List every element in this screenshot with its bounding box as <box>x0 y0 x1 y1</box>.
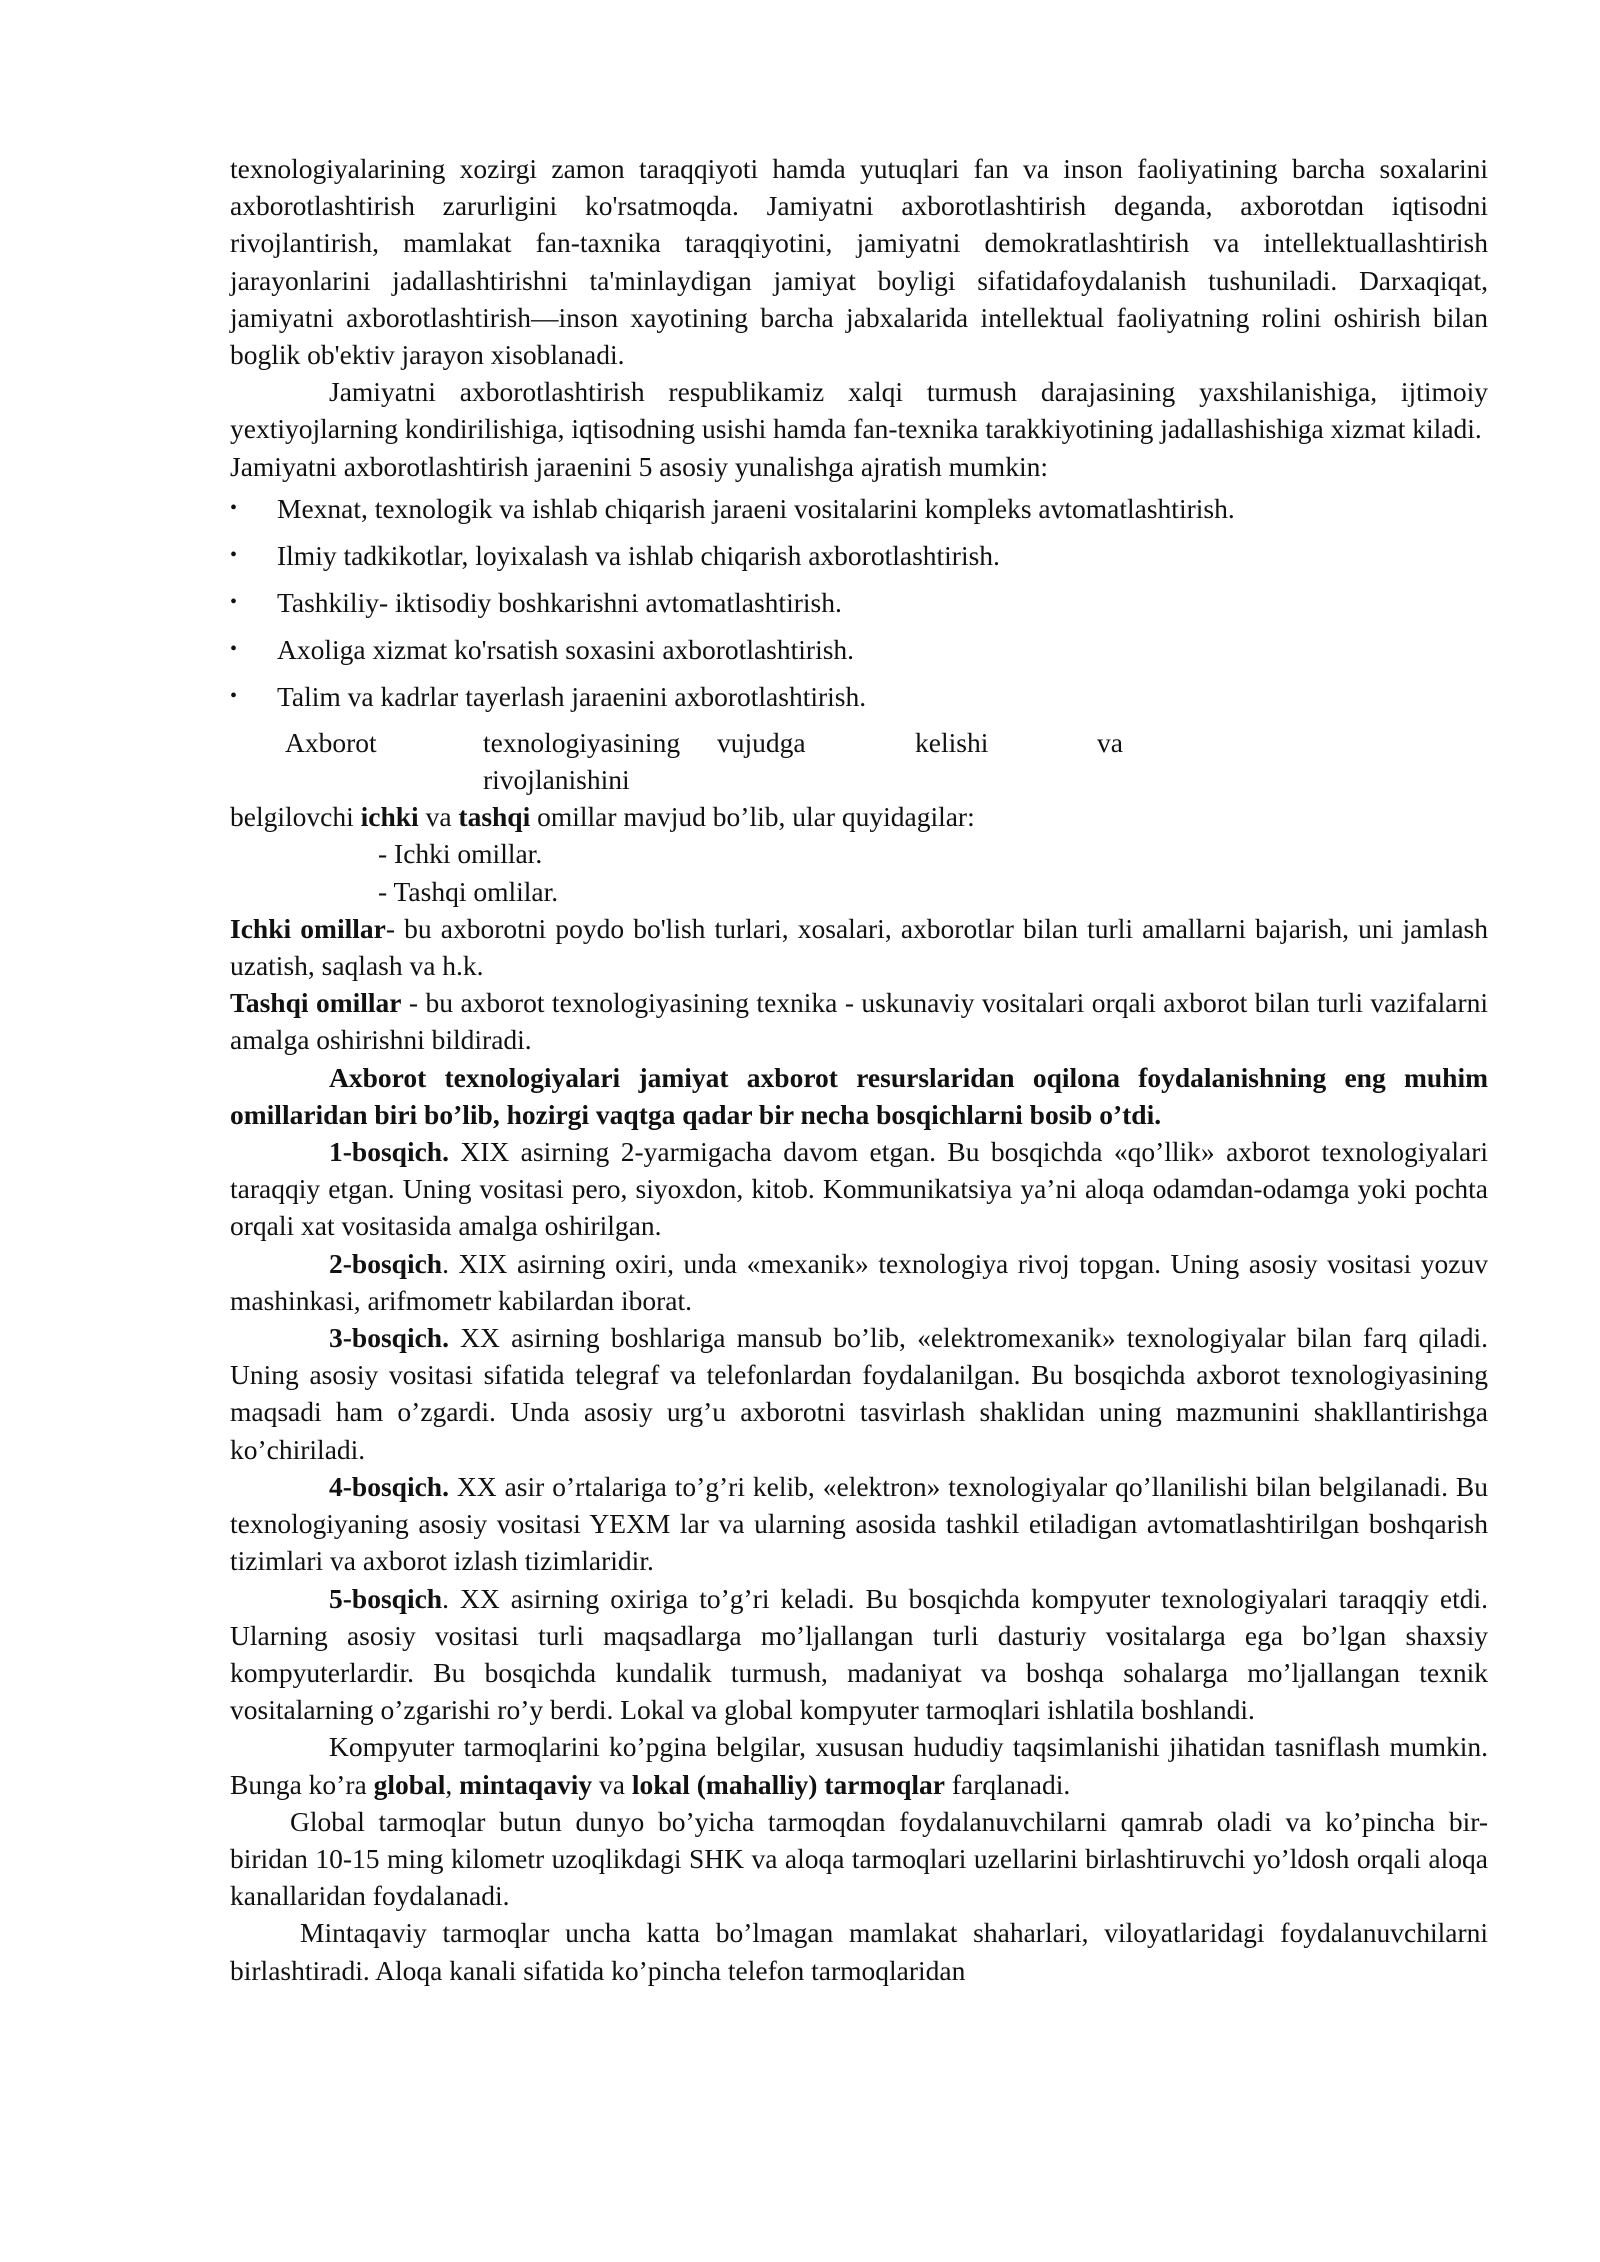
factor-item: - Ichki omillar. <box>378 838 543 870</box>
list-item: • Talim va kadrlar tayerlash jaraenini axborotlashtirish. <box>230 673 1488 720</box>
stage-paragraph: 1-bosqich. XIX asirning 2-yarmigacha davom etgan. Bu bosqichda «qo’llik» axborot texnologiyalari taraqqiy etgan. Uning vositasi pero, siyoxdon, kitob. Kommunikatsiya ya’ni aloqa odamdan-odamga yoki pochta orqali xat vositasida amalga oshirilgan. <box>230 1136 1488 1242</box>
stage-paragraph: 5-bosqich. XX asirning oxiriga to’g’ri keladi. Bu bosqichda kompyuter texnologiyalari taraqqiy etdi. Ularning asosiy vositasi turli maqsadlarga mo’ljallangan turli dasturiy vositalarga ega bo’lgan shaxsiy kompyuterlardir. Bu bosqichda kundalik turmush, madaniyat va boshqa sohalarga mo’ljallangan texnik vositalarning o’zgarishi ro’y berdi. Lokal va global kompyuter tarmoqlari ishlatila boshlandi. <box>230 1582 1488 1726</box>
factors-heading-word: kelishi <box>915 726 989 758</box>
factors-intro: belgilovchi ichki va tashqi omillar mavjud bo’lib, ular quyidagilar: <box>230 801 975 833</box>
bullet-icon: • <box>230 496 238 519</box>
paragraph-intro: texnologiyalarining xozirgi zamon taraqqiyoti hamda yutuqlari fan va inson faoliyatining barcha soxalarini axborotlashtirish zarurligini ko'rsatmoqda. Jamiyatni axborotlashtirish deganda, axborotdan iqtisodni rivojlantirish, mamlakat fan-taxnika taraqqiyotini, jamiyatni demokratlashtirish va intellektuallashtirish jarayonlarini jadallashtirishni ta'minlaydigan jamiyat boyligi sifatidafoydalanish tushuniladi. Darxaqiqat, jamiyatni axborotlashtirish—inson xayotining barcha jabxalarida intellektual faoliyatning rolini oshirish bilan boglik ob'ektiv jarayon xisoblanadi. <box>230 153 1488 371</box>
list-item: • Tashkiliy- iktisodiy boshkarishni avtomatlashtirish. <box>230 579 1488 626</box>
stage-label: 4-bosqich. <box>329 1470 449 1502</box>
paragraph-benefits: Jamiyatni axborotlashtirish respublikamiz xalqi turmush darajasining yaxshilanishiga, ijtimoiy yextiyojlarning kondirilishiga, iqtisodning usishi hamda fan-texnika tarakkiyotining jadallashishiga xizmat kiladi. <box>230 376 1488 445</box>
term-local: lokal (mahalliy) tarmoqlar <box>631 1768 945 1800</box>
stage-paragraph: 2-bosqich. XIX asirning oxiri, unda «mexanik» texnologiya rivoj topgan. Uning asosiy vositasi yozuv mashinkasi, arifmometr kabilardan iborat. <box>230 1247 1488 1316</box>
factors-heading-word: texnologiyasining <box>483 726 681 758</box>
factor-item: - Tashqi omlilar. <box>378 875 559 907</box>
paragraph-regional-networks: Mintaqaviy tarmoqlar uncha katta bo’lmagan mamlakat shaharlari, viloyatlaridagi foydalanuvchilarni birlashtiradi. Aloqa kanali sifatida ko’pincha telefon tarmoqlaridan <box>230 1917 1488 1986</box>
definition-term: Ichki omillar <box>230 912 386 944</box>
definition-internal: Ichki omillar- bu axborotni poydo bo'lish turlari, xosalari, axborotlar bilan turli amallarni bajarish, uni jamlash uzatish, saqlash va h.k. <box>230 912 1489 982</box>
stage-label: 5-bosqich <box>329 1582 443 1614</box>
directions-list <box>230 485 1488 720</box>
stage-label: 2-bosqich <box>329 1247 443 1279</box>
term-tashqi: tashqi <box>458 801 531 833</box>
paragraph-directions-intro: Jamiyatni axborotlashtirish jaraenini 5 asosiy yunalishga ajratish mumkin: <box>230 450 1048 482</box>
factors-heading-word: rivojlanishini <box>483 764 630 796</box>
definition-external: Tashqi omillar - bu axborot texnologiyasining texnika - uskunaviy vositalari orqali axborot bilan turli vazifalarni amalga oshirishni bildiradi. <box>230 987 1488 1056</box>
list-item: • Ilmiy tadkikotlar, loyixalash va ishlab chiqarish axborotlashtirish. <box>230 532 1488 579</box>
list-item: • Axoliga xizmat ko'rsatish soxasini axborotlashtirish. <box>230 626 1488 673</box>
factors-heading-word: Axborot <box>285 726 377 758</box>
factors-heading-word: va <box>1097 726 1123 758</box>
bullet-icon: • <box>230 590 238 613</box>
term-global: global <box>373 1768 446 1800</box>
stage-paragraph: 3-bosqich. XX asirning boshlariga mansub bo’lib, «elektromexanik» texnologiyalar bilan farq qiladi. Uning asosiy vositasi sifatida telegraf va telefonlardan foydalanilgan. Bu bosqichda axborot texnologiyasining maqsadi ham o’zgardi. Unda asosiy urg’u axborotni tasvirlash shaklidan uning mazmunini shakllantirishga ko’chiriladi. <box>230 1322 1488 1465</box>
definition-term: Tashqi omillar <box>230 987 402 1019</box>
stage-label: 3-bosqich. <box>329 1322 449 1354</box>
stage-label: 1-bosqich. <box>329 1136 449 1168</box>
factors-heading <box>230 724 1488 798</box>
paragraph-networks: Kompyuter tarmoqlarini ko’pgina belgilar, xususan hududiy taqsimlanishi jihatidan tasniflash mumkin. Bunga ko’ra global, mintaqaviy va lokal (mahalliy) tarmoqlar farqlanadi. <box>230 1731 1488 1800</box>
term-ichki: ichki <box>360 801 419 833</box>
list-item: • Mexnat, texnologik va ishlab chiqarish jaraeni vositalarini kompleks avtomatlashtirish. <box>230 485 1488 532</box>
term-regional: mintaqaviy <box>459 1768 593 1800</box>
stage-paragraph: 4-bosqich. XX asir o’rtalariga to’g’ri kelib, «elektron» texnologiyalar qo’llanilishi bilan belgilanadi. Bu texnologiyaning asosiy vositasi YEXM lar va ularning asosida tashkil etiladigan avtomatlashtirilgan boshqarish tizimlari va axborot izlash tizimlaridir. <box>230 1470 1488 1577</box>
stages-intro: Axborot texnologiyalari jamiyat axborot resurslaridan oqilona foydalanishning eng muhim omillaridan biri bo’lib, hozirgi vaqtga qadar bir necha bosqichlarni bosib o’tdi. <box>230 1061 1488 1130</box>
paragraph-global-networks: Global tarmoqlar butun dunyo bo’yicha tarmoqdan foydalanuvchilarni qamrab oladi va ko’pincha bir-biridan 10-15 ming kilometr uzoqlikdagi SHK va aloqa tarmoqlari uzellarini birlashtiruvchi yo’ldosh orqali aloqa kanallaridan foydalanadi. <box>230 1805 1488 1912</box>
bullet-icon: • <box>230 543 238 566</box>
bullet-icon: • <box>230 684 238 707</box>
factors-heading-word: vujudga <box>717 726 806 758</box>
bullet-icon: • <box>230 637 238 660</box>
